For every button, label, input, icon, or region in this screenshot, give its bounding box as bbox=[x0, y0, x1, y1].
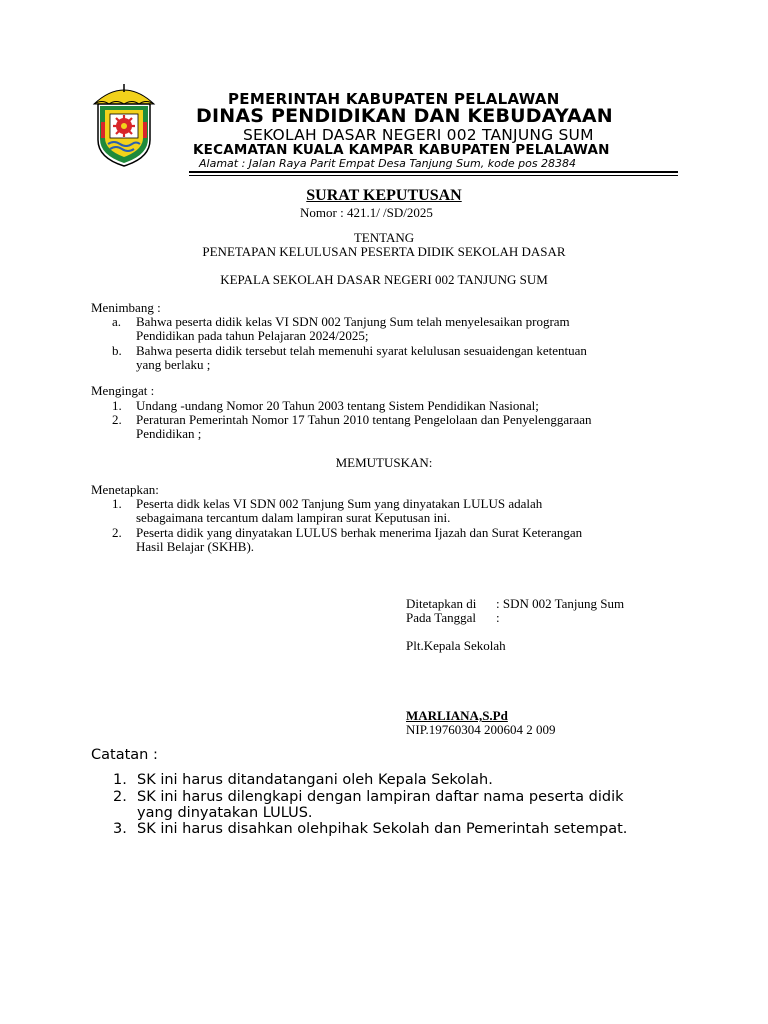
list-item: 2. Peserta didik yang dinyatakan LULUS berhak menerima Ijazah dan Surat Keterangan bbox=[112, 525, 583, 540]
tanggal-label: Pada Tanggal bbox=[406, 610, 476, 625]
document-title: SURAT KEPUTUSAN bbox=[306, 187, 462, 204]
tentang-label: TENTANG bbox=[353, 230, 415, 245]
list-item: 1. Peserta didk kelas VI SDN 002 Tanjung Sum yang dinyatakan LULUS adalah bbox=[112, 496, 543, 511]
header-rule-thin bbox=[189, 175, 678, 176]
issuer-line: KEPALA SEKOLAH DASAR NEGERI 002 TANJUNG SUM bbox=[220, 272, 548, 287]
signatory-position: Plt.Kepala Sekolah bbox=[406, 638, 506, 653]
tanggal-value: : bbox=[496, 610, 500, 625]
document-number: Nomor : 421.1/ /SD/2025 bbox=[300, 205, 433, 220]
header-rule-thick bbox=[189, 171, 678, 173]
catatan-label: Catatan : bbox=[91, 747, 158, 763]
document-subject: PENETAPAN KELULUSAN PESERTA DIDIK SEKOLAH DASAR bbox=[202, 244, 566, 259]
list-item: 2. SK ini harus dilengkapi dengan lampiran daftar nama peserta didik bbox=[113, 789, 624, 805]
list-item: b. Bahwa peserta didik tersebut telah memenuhi syarat kelulusan sesuaidengan ketentuan bbox=[112, 343, 587, 358]
header-district: KECAMATAN KUALA KAMPAR KABUPATEN PELALAWAN bbox=[193, 142, 610, 158]
list-item: 3. SK ini harus disahkan olehpihak Sekolah dan Pemerintah setempat. bbox=[113, 821, 628, 837]
list-item: 1. Undang -undang Nomor 20 Tahun 2003 tentang Sistem Pendidikan Nasional; bbox=[112, 398, 539, 413]
menetapkan-label: Menetapkan: bbox=[91, 482, 159, 497]
list-item: 1. SK ini harus ditandatangani oleh Kepala Sekolah. bbox=[113, 772, 493, 788]
signatory-name: MARLIANA,S.Pd bbox=[406, 708, 508, 723]
ditetapkan-label: Ditetapkan di bbox=[406, 596, 477, 611]
list-item: a. Bahwa peserta didik kelas VI SDN 002 Tanjung Sum telah menyelesaikan program bbox=[112, 314, 570, 329]
header-address: Alamat : Jalan Raya Parit Empat Desa Tanjung Sum, kode pos 28384 bbox=[199, 157, 577, 170]
memutuskan-heading: MEMUTUSKAN: bbox=[335, 455, 433, 470]
signatory-nip: NIP.19760304 200604 2 009 bbox=[406, 722, 556, 737]
mengingat-label: Mengingat : bbox=[91, 383, 155, 398]
ditetapkan-value: : SDN 002 Tanjung Sum bbox=[496, 596, 625, 611]
header-department: DINAS PENDIDIKAN DAN KEBUDAYAAN bbox=[196, 105, 613, 127]
header-school: SEKOLAH DASAR NEGERI 002 TANJUNG SUM bbox=[243, 126, 594, 144]
header-government: PEMERINTAH KABUPATEN PELALAWAN bbox=[228, 90, 560, 108]
pelalawan-regency-emblem bbox=[90, 82, 158, 168]
menimbang-label: Menimbang : bbox=[91, 300, 161, 315]
list-item: 2. Peraturan Pemerintah Nomor 17 Tahun 2010 tentang Pengelolaan dan Penyelenggaraan bbox=[112, 412, 592, 427]
